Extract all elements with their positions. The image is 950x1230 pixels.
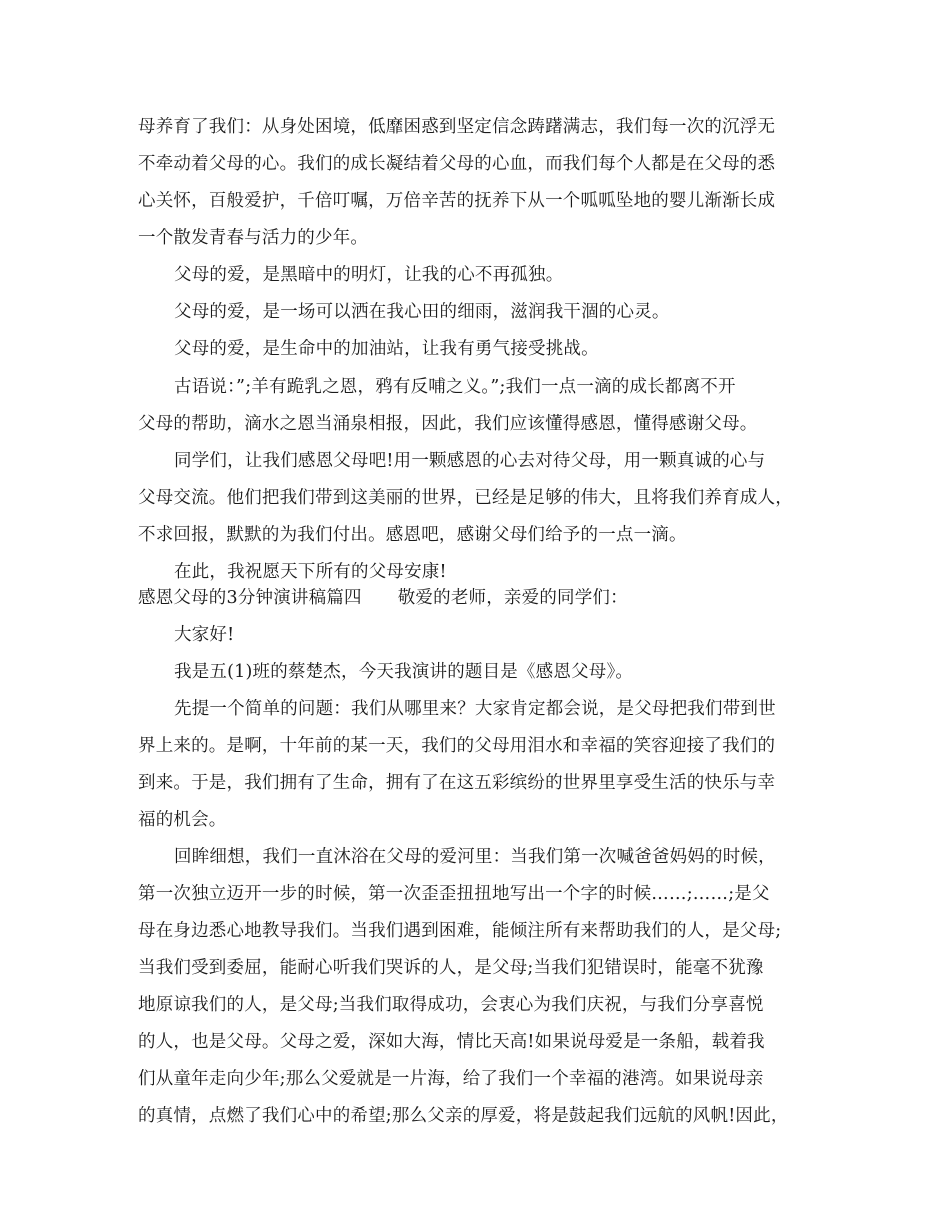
salutation: 敬爱的老师，亲爱的同学们： [397, 588, 628, 608]
paragraph-line: 父母交流。他们把我们带到这美丽的世界，已经是足够的伟大，且将我们养育成人， [138, 488, 793, 508]
paragraph-line: 的真情，点燃了我们心中的希望;那么父亲的厚爱，将是鼓起我们远航的风帆!因此， [138, 1106, 789, 1126]
paragraph-line: 不求回报，默默的为我们付出。感恩吧，感谢父母们给予的一点一滴。 [138, 525, 687, 545]
paragraph-line: 们从童年走向少年;那么父爱就是一片海，给了我们一个幸福的港湾。如果说母亲 [138, 1069, 764, 1089]
paragraph-line: 到来。于是，我们拥有了生命，拥有了在这五彩缤纷的世界里享受生活的快乐与幸 [138, 773, 776, 793]
paragraph-line: 父母的爱，是一场可以洒在我心田的细雨，滋润我干涸的心灵。 [174, 302, 670, 322]
paragraph-line: 同学们，让我们感恩父母吧!用一颗感恩的心去对待父母，用一颗真诚的心与 [174, 451, 766, 471]
paragraph-line: 心关怀，百般爱护，千倍叮嘱，万倍辛苦的抚养下从一个呱呱坠地的婴儿渐渐长成 [138, 191, 776, 211]
paragraph-line: 父母的爱，是生命中的加油站，让我有勇气接受挑战。 [174, 339, 599, 359]
paragraph-line: 父母的爱，是黑暗中的明灯，让我的心不再孤独。 [174, 265, 564, 285]
paragraph-line: 母在身边悉心地教导我们。当我们遇到困难，能倾注所有来帮助我们的人，是父母; [138, 921, 782, 941]
paragraph-line: 先提一个简单的问题：我们从哪里来？大家肯定都会说，是父母把我们带到世 [174, 699, 776, 719]
paragraph-line: 的人，也是父母。父母之爱，深如大海，情比天高!如果说母爱是一条船，载着我 [138, 1032, 765, 1052]
paragraph-line: 在此，我祝愿天下所有的父母安康! [174, 562, 447, 582]
section-heading [138, 583, 628, 613]
paragraph-line: 一个散发青春与活力的少年。 [138, 228, 369, 248]
paragraph-line: 不牵动着父母的心。我们的成长凝结着父母的心血，而我们每个人都是在父母的悉 [138, 154, 776, 174]
paragraph-line: 父母的帮助，滴水之恩当涌泉相报，因此，我们应该懂得感恩，懂得感谢父母。 [138, 414, 758, 434]
paragraph-line: 母养育了我们：从身处困境，低靡困惑到坚定信念踌躇满志，我们每一次的沉浮无 [138, 117, 776, 137]
paragraph-line: 地原谅我们的人，是父母;当我们取得成功，会衷心为我们庆祝，与我们分享喜悦 [138, 995, 764, 1015]
paragraph-line: 我是五(1)班的蔡楚杰，今天我演讲的题目是《感恩父母》。 [174, 662, 634, 682]
paragraph-line: 当我们受到委屈，能耐心听我们哭诉的人，是父母;当我们犯错误时，能毫不犹豫 [138, 958, 764, 978]
paragraph-line: 回眸细想，我们一直沐浴在父母的爱河里：当我们第一次喊爸爸妈妈的时候， [174, 847, 776, 867]
paragraph-line: 界上来的。是啊，十年前的某一天，我们的父母用泪水和幸福的笑容迎接了我们的 [138, 736, 776, 756]
paragraph-line: 第一次独立迈开一步的时候，第一次歪歪扭扭地写出一个字的时候……;……;是父 [138, 884, 770, 904]
paragraph-line: 福的机会。 [138, 810, 227, 830]
section-title: 感恩父母的3分钟演讲稿篇四 [138, 588, 362, 608]
greeting: 大家好! [174, 625, 235, 645]
paragraph-line: 古语说：”;羊有跪乳之恩，鸦有反哺之义。”;我们一点一滴的成长都离不开 [174, 377, 736, 397]
